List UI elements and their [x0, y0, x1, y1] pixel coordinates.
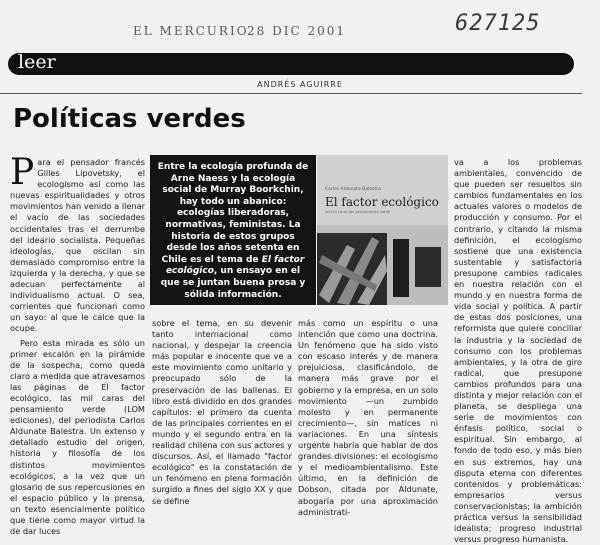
article-column-3 — [298, 318, 438, 517]
book-cover-author: Carlos Aldunate Balestra — [325, 187, 381, 192]
book-cover-title: El factor ecológico — [325, 195, 439, 209]
byline: ANDRÉS AGUIRRE — [257, 80, 343, 89]
article-column-2 — [152, 318, 292, 506]
paragraph: sobre el tema, en su devenir tanto internacional como nacional, y despejar la creencia más popular e inocente que ve a este movimiento como unitario y preocupado sólo de la preservación de las ballenas. El libro está dividido en dos grandes capítulos: el primero da cuenta de las principales corrientes en el mundo y el segundo entra en la realidad chilena con sus actores y discursos. Así, el llamado "factor ecológico" es la constatación de un fenómeno en plena formación surgido a fines del siglo XX y que se define — [152, 318, 292, 506]
book-cover-subtitle: las mil caras del pensamiento verde — [325, 210, 391, 214]
pull-quote-book: El factor ecológico — [165, 254, 305, 277]
pull-quote-text: , un ensayo en el que se juntan buena prosa y sólida información. — [160, 266, 306, 300]
book-cover-image — [317, 155, 448, 305]
book-cover-artwork — [317, 225, 448, 305]
divider — [0, 93, 582, 94]
drop-cap: P — [10, 152, 35, 193]
newspaper-stamp: EL MERCURIO — [133, 24, 249, 38]
paragraph: va a los problemas ambientales, convencido de que pueden ser resueltos sin cambios fundamentales en los actuales valores o modelos de producción y consumo. Por el contrario, y citando la misma definición, el ecologismo sostiene que una existencia sustentable y satisfactoria presupone cambios radicales en nuestra relación con el mundo y en nuestra forma de vida social y política. A partir de estas dos posiciones, una reformista que quiere conciliar la industria y la sociedad de consumo con los problemas ambientales, y la otra de giro radical, que presupone cambios profundos para una distinta y mejor relación con el planeta, se despliega una serie de movimientos con énfasis político, social o espiritual. Sin embargo, al fondo de todo eso, y más bien en sus extremos, hay una disputa eterna con diferentes contenidos y problemáticas: empresarios versus conservacionistas; la ambición práctica versus la sensibilidad idealista; progreso industrial versus progreso humanista. — [454, 157, 582, 545]
handwritten-number: 627125 — [455, 11, 541, 36]
article-title: Políticas verdes — [13, 104, 246, 134]
section-band — [8, 53, 574, 75]
pull-quote — [150, 155, 316, 305]
section-label: leer — [18, 51, 56, 73]
article-column-4 — [454, 157, 582, 545]
paragraph: más como un espíritu o una intención que como una doctrina. Un fenómeno que ha sido visto con escaso interés y de manera prejuiciosa, clasificándolo, de manera más grave por el gobierno y la empresa, en un solo movimiento —un zumbido molesto y en permanente crecimiento—, sin matices ni variaciones. En una síntesis urgente habría que hablar de dos grandes divisiones: el ecologismo y el medioambientalismo. Este último, en la definición de Dobson, citada por Aldunate, abogaría por una aproximación administrati- — [298, 318, 438, 517]
paragraph: Pero esta mirada es sólo un primer escalón en la pirámide de la sospecha, como queda claro a medida que atravesamos las páginas de El factor ecológico, las mil caras del pensamiento verde (LOM ediciones), del periodista Carlos Aldunate Balestra. Un extenso y detallado estudio del origen, historia y filosofía de los distintos movimientos ecológicos, a la vez que un glosario de sus repercusiones en el espacio público y la prensa, un texto esencialmente político que tiene como mayor virtud la de dar luces — [10, 337, 145, 537]
date-stamp: 28 DIC 2001 — [247, 24, 346, 38]
article-column-1 — [10, 152, 145, 537]
paragraph: ara el pensador francés Gilles Lipovetsky, el ecologismo así como las nuevas espiritualidades y otros movimientos han venido a llenar el vacío de las sociedades occidentales tras el derrumbe del ideario socialista. Pequeñas ideologías, que oscilan sin demasiado compromiso entre la izquierda y la derecha, y que se adecuan perfectamente al individualismo actual. O sea, corrientes que funcionan como un sayo: al que le calce que la ocupe. — [10, 157, 145, 334]
pull-quote-text: Entre la ecología profunda de Arne Naess y la ecología social de Murray Boorkchin, hay todo un abanico: ecologías liberadoras, normativas, feministas. La historia de estos grupos desde los años setenta en Chile es el tema de — [157, 162, 309, 265]
